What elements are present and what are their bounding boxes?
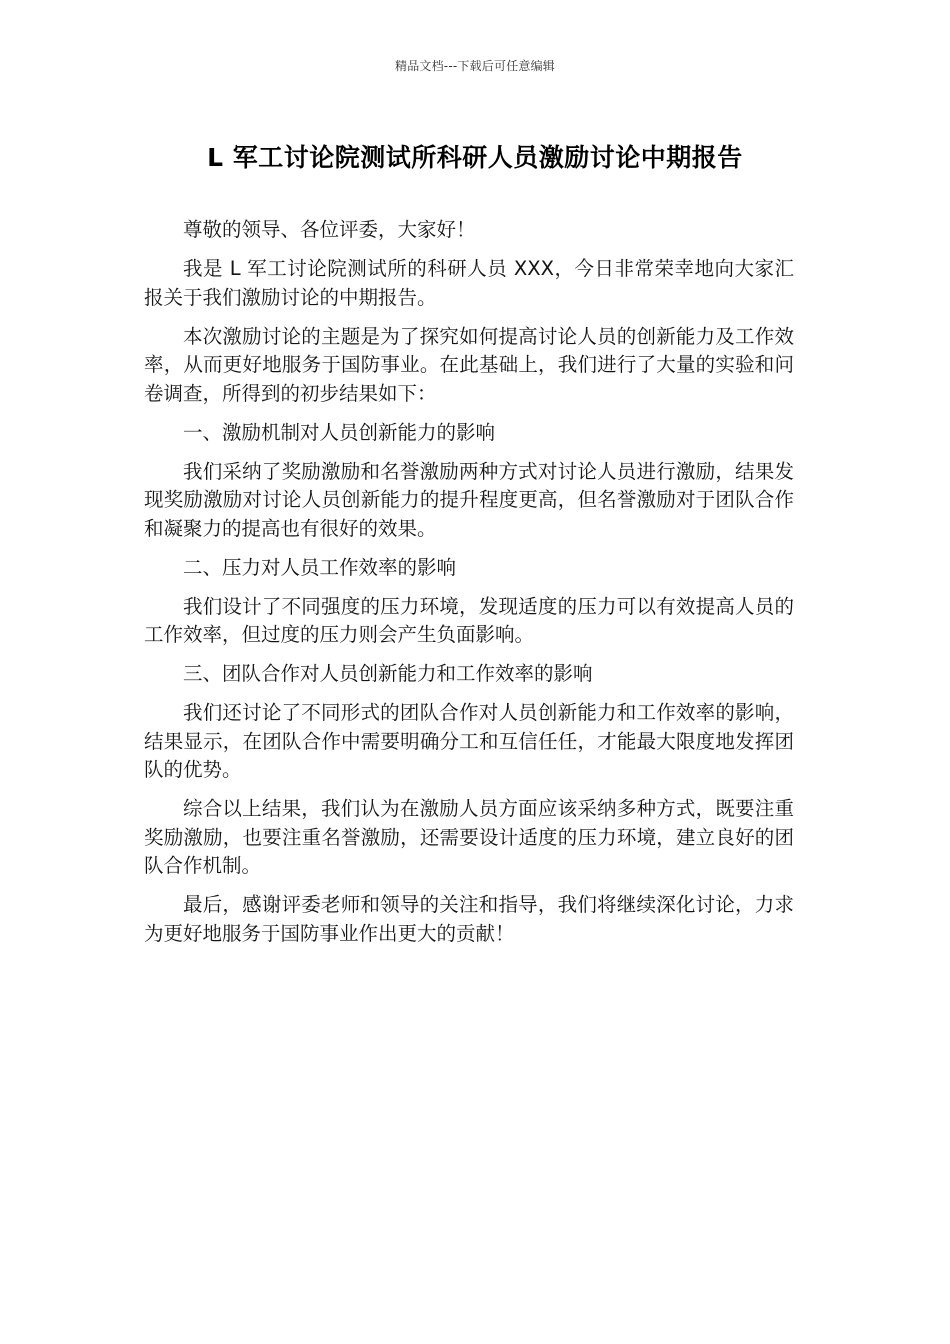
greeting-paragraph: 尊敬的领导、各位评委，大家好！: [183, 218, 476, 241]
section-body-1: 我们采纳了奖励激励和名誉激励两种方式对讨论人员进行激励，结果发现奖励激励对讨论人员创新能力的提升程度更高，但名誉激励对于团队合作和凝聚力的提高也有很好的效果。: [144, 459, 794, 540]
section-heading-2: 二、压力对人员工作效率的影响: [183, 555, 457, 579]
document-body: [144, 216, 794, 959]
section-body-3: 我们还讨论了不同形式的团队合作对人员创新能力和工作效率的影响，结果显示，在团队合作中需要明确分工和互信任任，才能最大限度地发挥团队的优势。: [144, 701, 794, 781]
topic-paragraph: 本次激励讨论的主题是为了探究如何提高讨论人员的创新能力及工作效率，从而更好地服务于国防事业。在此基础上，我们进行了大量的实验和问卷调查，所得到的初步结果如下：: [144, 324, 794, 405]
section-heading-1: 一、激励机制对人员创新能力的影响: [183, 420, 496, 444]
header-note: 精品文档---下载后可任意编辑: [395, 59, 555, 73]
intro-paragraph: 我是 L 军工讨论院测试所的科研人员 XXX，今日非常荣幸地向大家汇报关于我们激励讨论的中期报告。: [144, 257, 794, 309]
section-heading-3: 三、团队合作对人员创新能力和工作效率的影响: [183, 662, 593, 685]
conclusion-paragraph: 综合以上结果，我们认为在激励人员方面应该采纳多种方式，既要注重奖励激励，也要注重名誉激励，还需要设计适度的压力环境，建立良好的团队合作机制。: [144, 797, 794, 877]
closing-paragraph: 最后，感谢评委老师和领导的关注和指导，我们将继续深化讨论，力求为更好地服务于国防事业作出更大的贡献！: [144, 893, 794, 945]
section-body-2: 我们设计了不同强度的压力环境，发现适度的压力可以有效提高人员的工作效率，但过度的压力则会产生负面影响。: [144, 594, 794, 646]
page-title: L 军工讨论院测试所科研人员激励讨论中期报告: [207, 143, 743, 172]
